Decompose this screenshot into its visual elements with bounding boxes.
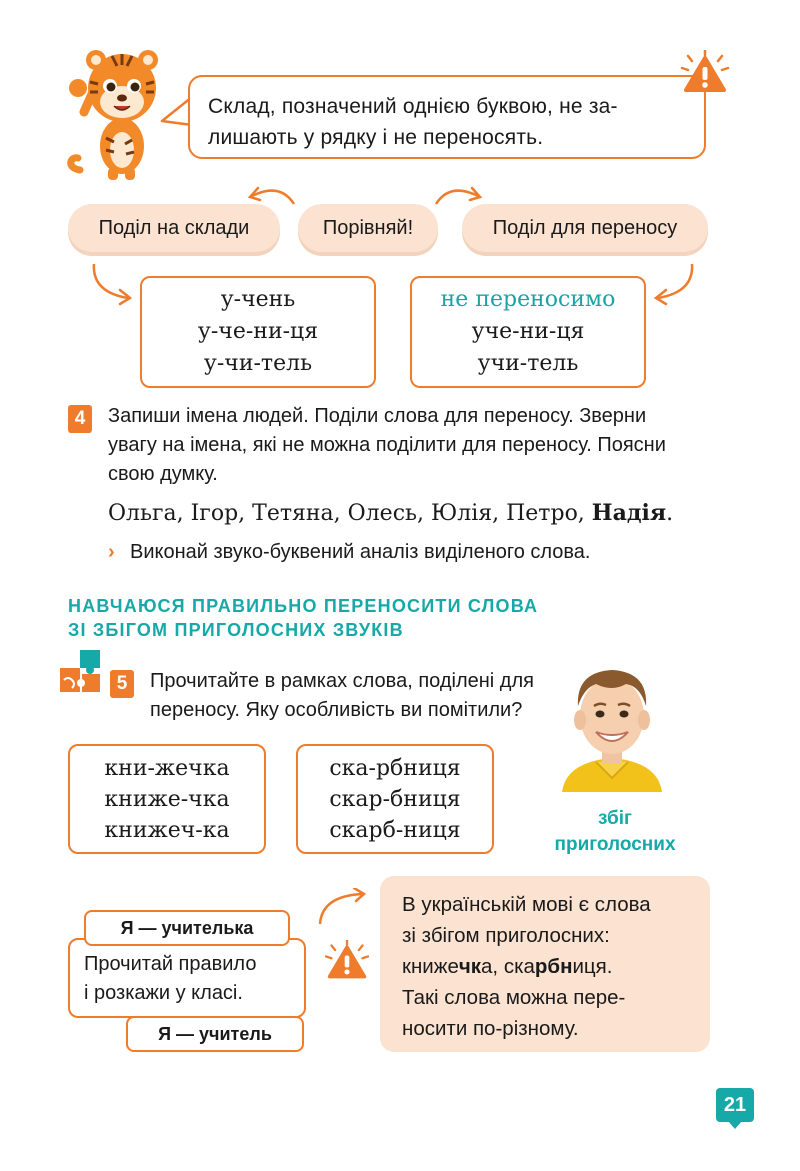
names-plain: Ольга, Ігор, Тетяна, Олесь, Юлія, Петро, (108, 501, 592, 526)
rule-line-1: В українській мові є слова (402, 893, 651, 916)
task5-line-2: переносу. Яку особливість ви помітили? (150, 699, 523, 721)
word-item: скарб-ниця (329, 817, 461, 843)
rule-cluster-bold: чк (458, 955, 482, 978)
compare-pill: Порівняй! (298, 204, 438, 252)
word-item: книжеч-ка (104, 817, 230, 843)
word-item: у-чень (220, 287, 296, 312)
word-item: книже-чка (104, 786, 230, 812)
rule-cluster-bold: рбн (534, 955, 573, 978)
rule-line-5: носити по-різному. (402, 1017, 579, 1040)
section-title-line-2: ЗІ ЗБІГОМ ПРИГОЛОСНИХ ЗВУКІВ (68, 620, 404, 640)
word-item: ска-рбниця (329, 755, 461, 781)
bubble-line-1: Склад, позначений однією буквою, не за- (208, 95, 618, 118)
teacher-prompt-box (68, 938, 306, 1018)
caption-line-1: збіг (598, 808, 632, 829)
rule-word-part: а, ска (481, 955, 535, 978)
word-item: скар-бниця (329, 786, 461, 812)
consonant-cluster-caption (528, 806, 702, 858)
arrow-icon (312, 888, 372, 928)
task5-text (150, 667, 570, 725)
syllable-division-pill: Поділ на склади (68, 204, 280, 252)
warning-icon (680, 50, 730, 96)
teacher-female-tag: Я — учителька (84, 910, 290, 946)
rule-line-2: зі збігом приголосних: (402, 924, 610, 947)
task4-line-2: увагу на імена, які не можна поділити для переносу. Поясни (108, 434, 666, 456)
boy-photo (556, 658, 668, 792)
rule-line-3 (402, 951, 688, 982)
word-box-skarbnytsia (296, 744, 494, 854)
rule-line-4: Такі слова можна пере- (402, 986, 626, 1009)
tiger-mascot (62, 42, 174, 182)
names-highlighted: Надія (591, 500, 667, 526)
subtask-text: Виконай звуко-буквений аналіз виділеного слова. (130, 541, 591, 563)
names-list (108, 500, 673, 526)
rule-box (380, 876, 710, 1052)
syllable-words-box (140, 276, 376, 388)
hyphenation-words-box (410, 276, 646, 388)
arrow-icon (86, 262, 136, 306)
bubble-line-2: лишають у рядку і не переносять. (208, 126, 544, 149)
arrow-icon (650, 262, 700, 306)
word-item: уче-ни-ця (471, 319, 585, 344)
task4-line-3: свою думку. (108, 463, 218, 485)
names-end: . (666, 501, 674, 526)
puzzle-icon (58, 650, 106, 696)
word-item: учи-тель (477, 351, 579, 376)
section-title-line-1: НАВЧАЮСЯ ПРАВИЛЬНО ПЕРЕНОСИТИ СЛОВА (68, 596, 539, 616)
prompt-line-1: Прочитай правило (84, 953, 257, 975)
task-number-badge: 5 (110, 670, 134, 698)
word-item-note: не переносимо (440, 287, 616, 312)
task4-line-1: Запиши імена людей. Поділи слова для переносу. Зверни (108, 405, 647, 427)
word-item: кни-жечка (104, 755, 230, 781)
caption-line-2: приголосних (554, 834, 676, 855)
hyphenation-division-pill: Поділ для переносу (462, 204, 708, 252)
prompt-line-2: і розкажи у класі. (84, 982, 243, 1004)
warning-icon (324, 940, 370, 982)
task4-text (108, 402, 718, 489)
rule-word-part: иця. (572, 955, 613, 978)
subtask-marker: › (108, 541, 115, 563)
word-item: у-чи-тель (203, 351, 313, 376)
section-title (68, 594, 538, 642)
page-number-tail (728, 1121, 742, 1129)
rule-word-part: книже (402, 955, 459, 978)
rule-speech-bubble (188, 75, 706, 159)
word-item: у-че-ни-ця (197, 319, 319, 344)
task5-line-1: Прочитайте в рамках слова, поділені для (150, 670, 534, 692)
task-number-badge: 4 (68, 405, 92, 433)
word-box-knyzhechka (68, 744, 266, 854)
teacher-male-tag: Я — учитель (126, 1016, 304, 1052)
page-number: 21 (716, 1088, 754, 1122)
